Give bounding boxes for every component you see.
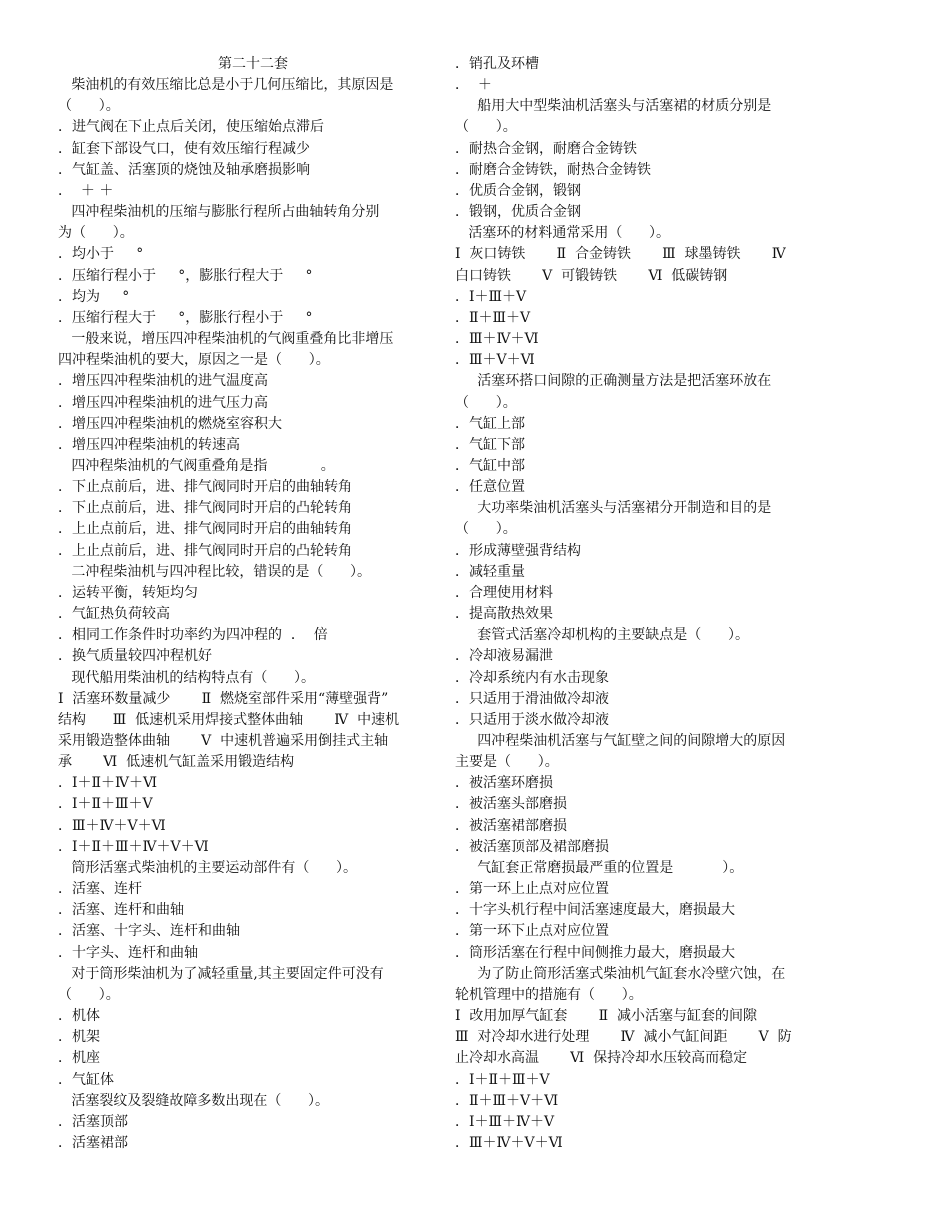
option-line: ．Ⅰ＋Ⅱ＋Ⅲ＋Ⅴ [455,1071,550,1088]
question-line: 止冷却水高温 Ⅵ 保持冷却水压较高而稳定 [455,1050,748,1067]
option-line: ．均小于 ° [58,246,144,263]
option-line: ．十字头、连杆和曲轴 [58,944,198,961]
option-line: ．均为 ° [58,288,130,305]
question-line: 活塞环搭口间隙的正确测量方法是把活塞环放在 [455,373,772,390]
option-line: ．被活塞头部磨损 [455,796,567,813]
right-column [455,54,850,1230]
option-line: ．上止点前后，进、排气阀同时开启的凸轮转角 [58,542,352,559]
question-line: 主要是（ ）。 [455,754,559,771]
option-line: ．十字头机行程中间活塞速度最大，磨损最大 [455,902,735,919]
option-line: ．换气质量较四冲程机好 [58,648,212,665]
option-line: ．活塞、连杆和曲轴 [58,902,184,919]
option-line: ．筒形活塞在行程中间侧推力最大，磨损最大 [455,944,735,961]
option-line: ．Ⅰ＋Ⅱ＋Ⅲ＋Ⅴ [58,796,153,813]
option-line: ．耐热合金钢，耐磨合金铸铁 [455,140,637,157]
option-line: ．气缸上部 [455,415,525,432]
option-line: ．Ⅲ＋Ⅳ＋Ⅴ＋Ⅵ [58,817,166,834]
question-line: 一般来说，增压四冲程柴油机的气阀重叠角比非增压 [58,331,394,348]
question-line: 柴油机的有效压缩比总是小于几何压缩比，其原因是 [58,77,394,94]
option-line: ．机架 [58,1029,100,1046]
question-line: 套管式活塞冷却机构的主要缺点是（ ）。 [455,627,749,644]
option-line: ．增压四冲程柴油机的燃烧室容积大 [58,415,282,432]
option-line: ．耐磨合金铸铁，耐热合金铸铁 [455,161,651,178]
question-line: （ ）。 [455,521,517,538]
option-line: ．缸套下部设气口，使有效压缩行程减少 [58,140,310,157]
question-line: 承 Ⅵ 低速机气缸盖采用锻造结构 [58,754,295,771]
option-line: ．气缸下部 [455,436,525,453]
page-title: 第二十二套 [218,56,288,72]
option-line: ．下止点前后，进、排气阀同时开启的凸轮转角 [58,500,352,517]
question-line: 现代船用柴油机的结构特点有（ ）。 [58,669,316,686]
question-line: （ ）。 [58,98,120,115]
option-line: ．活塞裙部 [58,1134,128,1151]
option-line: ．活塞、连杆 [58,881,142,898]
option-line: ．Ⅲ＋Ⅴ＋Ⅵ [455,352,535,369]
option-line: ．下止点前后，进、排气阀同时开启的曲轴转角 [58,479,352,496]
question-line: 活塞裂纹及裂缝故障多数出现在（ ）。 [58,1092,330,1109]
option-line: ．上止点前后，进、排气阀同时开启的曲轴转角 [58,521,352,538]
option-line: ．提高散热效果 [455,606,553,623]
question-line: 轮机管理中的措施有（ ）。 [455,986,643,1003]
option-line: ．增压四冲程柴油机的转速高 [58,436,240,453]
option-line: ．压缩行程大于 °，膨胀行程小于 ° [58,309,313,326]
option-line: ．销孔及环槽 [455,56,539,72]
question-line: 大功率柴油机活塞头与活塞裙分开制造和目的是 [455,500,772,517]
question-line: 采用锻造整体曲轴 Ⅴ 中速机普遍采用倒挂式主轴 [58,733,389,749]
option-line: ． ＋ ＋ [58,182,114,199]
option-line: ．第一环上止点对应位置 [455,881,609,898]
question-line: （ ）。 [455,119,517,136]
question-line: 四冲程柴油机活塞与气缸壁之间的间隙增大的原因 [455,733,786,749]
question-line: 气缸套正常磨损最严重的位置是 ）。 [455,859,744,876]
question-line: 四冲程柴油机的压缩与膨胀行程所占曲轴转角分别 [58,204,380,221]
question-line: Ⅲ 对冷却水进行处理 Ⅳ 减小气缸间距 Ⅴ 防 [455,1029,792,1046]
option-line: ．被活塞顶部及裙部磨损 [455,838,609,855]
option-line: ．活塞、十字头、连杆和曲轴 [58,923,240,940]
option-line: ．减轻重量 [455,563,525,580]
question-line: 四冲程柴油机的要大，原因之一是（ ）。 [58,352,330,369]
option-line: ．气缸热负荷较高 [58,606,170,623]
option-line: ．运转平衡，转矩均匀 [58,584,198,601]
option-line: ．Ⅰ＋Ⅲ＋Ⅳ＋Ⅴ [455,1113,555,1130]
option-line: ．被活塞环磨损 [455,775,553,792]
question-line: 为（ ）。 [58,225,134,242]
option-line: ．机座 [58,1050,100,1067]
option-line: ．只适用于滑油做冷却液 [455,690,609,707]
question-line: 筒形活塞式柴油机的主要运动部件有（ ）。 [58,859,358,876]
option-line: ．机体 [58,1008,100,1025]
option-line: ．Ⅲ＋Ⅳ＋Ⅵ [455,331,539,348]
option-line: ．第一环下止点对应位置 [455,923,609,940]
option-line: ．优质合金钢，锻钢 [455,182,581,199]
question-line: 结构 Ⅲ 低速机采用焊接式整体曲轴 Ⅳ 中速机 [58,711,400,728]
option-line: ．相同工作条件时功率约为四冲程的 ． 倍 [58,627,328,644]
option-line: ．增压四冲程柴油机的进气温度高 [58,373,268,390]
question-line: （ ）。 [58,986,120,1003]
option-line: ．只适用于淡水做冷却液 [455,711,609,728]
option-line: ．气缸体 [58,1071,114,1088]
option-line: ．合理使用材料 [455,584,553,601]
option-line: ．压缩行程小于 °，膨胀行程大于 ° [58,267,313,284]
question-line: Ⅰ 灰口铸铁 Ⅱ 合金铸铁 Ⅲ 球墨铸铁 Ⅳ [455,246,786,263]
question-line: （ ）。 [455,394,517,411]
option-line: ．Ⅱ＋Ⅲ＋Ⅴ＋Ⅵ [455,1092,559,1109]
option-line: ．Ⅰ＋Ⅱ＋Ⅳ＋Ⅵ [58,775,158,792]
option-line: ．锻钢，优质合金钢 [455,204,581,221]
question-line: 二冲程柴油机与四冲程比较，错误的是（ ）。 [58,563,372,580]
option-line: ．Ⅲ＋Ⅳ＋Ⅴ＋Ⅵ [455,1134,563,1151]
option-line: ．形成薄壁强背结构 [455,542,581,559]
left-column [58,54,448,1230]
option-line: ．Ⅱ＋Ⅲ＋Ⅴ [455,309,531,326]
question-line: 船用大中型柴油机活塞头与活塞裙的材质分别是 [455,98,772,115]
option-line: ．冷却系统内有水击现象 [455,669,609,686]
option-line: ． ＋ [455,77,492,94]
question-line: 对于筒形柴油机为了减轻重量,其主要固定件可没有 [58,965,384,982]
option-line: ．冷却液易漏泄 [455,648,553,665]
question-line: 白口铸铁 Ⅴ 可锻铸铁 Ⅵ 低碳铸钢 [455,267,728,284]
question-line: 为了防止筒形活塞式柴油机气缸套水冷壁穴蚀，在 [455,965,786,982]
option-line: ．进气阀在下止点后关闭，使压缩始点滞后 [58,119,324,136]
question-line: 四冲程柴油机的气阀重叠角是指 。 [58,457,335,474]
question-line: Ⅰ 改用加厚气缸套 Ⅱ 减小活塞与缸套的间隙 [455,1008,757,1025]
question-line: 活塞环的材料通常采用（ ）。 [455,225,671,242]
option-line: ．被活塞裙部磨损 [455,817,567,834]
option-line: ．任意位置 [455,479,525,496]
option-line: ．增压四冲程柴油机的进气压力高 [58,394,268,411]
option-line: ．活塞顶部 [58,1113,128,1130]
option-line: ．气缸盖、活塞顶的烧蚀及轴承磨损影响 [58,161,310,178]
option-line: ．Ⅰ＋Ⅲ＋Ⅴ [455,288,527,305]
option-line: ．Ⅰ＋Ⅱ＋Ⅲ＋Ⅳ＋Ⅴ＋Ⅵ [58,838,209,855]
question-line: Ⅰ 活塞环数量减少 Ⅱ 燃烧室部件采用“薄壁强背” [58,690,389,707]
option-line: ．气缸中部 [455,457,525,474]
